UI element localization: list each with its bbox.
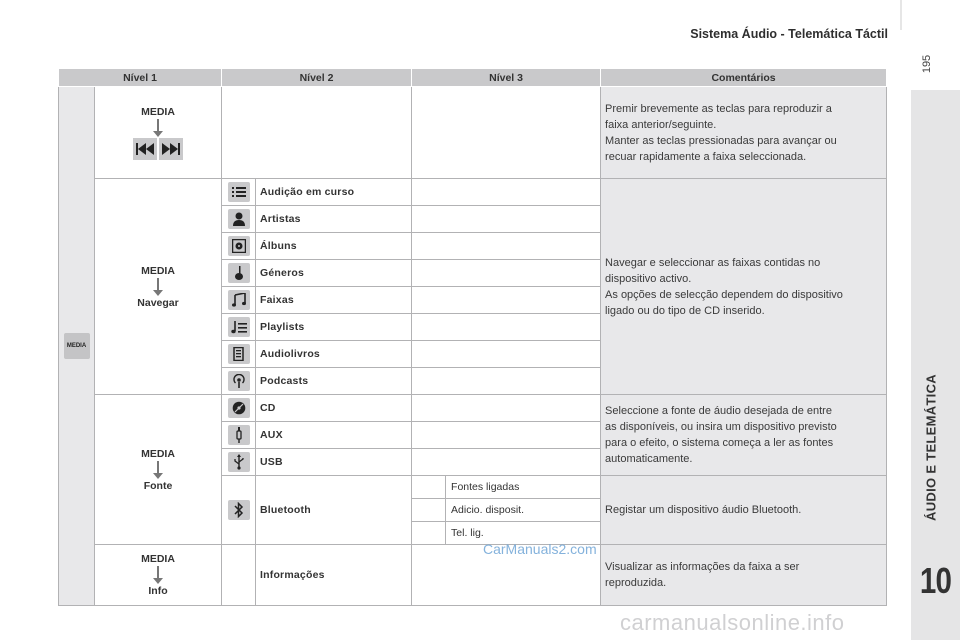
- down-arrow-icon: [153, 566, 163, 584]
- table-row: Artistas: [59, 206, 887, 233]
- list-icon: [228, 182, 250, 202]
- fonte-comment: Seleccione a fonte de áudio desejada de entre as disponíveis, ou insira um dispositivo previsto para o efeito, o sistema começa a ler as fontes automaticamente.: [601, 395, 887, 476]
- music-note-icon: [228, 290, 250, 310]
- header-level3: Nível 3: [412, 69, 601, 87]
- table-row: Playlists: [59, 314, 887, 341]
- chapter-number: 10: [919, 560, 952, 601]
- info-level2-label: Informações: [256, 545, 412, 606]
- page-number: 195: [921, 54, 934, 74]
- skip-level1-cell: [95, 87, 222, 179]
- page-header-title: Sistema Áudio - Telemática Táctil: [690, 27, 888, 41]
- bluetooth-level3-item: Adicio. disposit.: [446, 499, 601, 522]
- menu-table: [58, 68, 887, 606]
- aux-jack-icon: [228, 425, 250, 445]
- down-arrow-icon: [153, 119, 163, 137]
- header-level2: Nível 2: [222, 69, 412, 87]
- table-row: [59, 545, 887, 606]
- table-row: Álbuns: [59, 233, 887, 260]
- watermark-text: CarManuals2.com: [483, 541, 597, 557]
- bluetooth-comment: Registar um dispositivo áudio Bluetooth.: [601, 476, 887, 545]
- bluetooth-level3-item: Fontes ligadas: [446, 476, 601, 499]
- table-row: MEDIA Fonte CD Seleccione a fonte de áudio desejada de entre as disponíveis, ou insira um dispositivo previsto para o efeito, o sistema começa a ler as fontes automaticamente.: [59, 395, 887, 422]
- down-arrow-icon: [153, 461, 163, 479]
- skip-comment: Premir brevemente as teclas para reproduzir a faixa anterior/seguinte. Manter as teclas pressionadas para avançar ou recuar rapidamente a faixa seleccionada.: [601, 87, 887, 179]
- table-row: Géneros: [59, 260, 887, 287]
- skip-media-label: MEDIA: [141, 105, 175, 118]
- level1-media-cell: [59, 87, 95, 606]
- album-icon: [228, 236, 250, 256]
- media-button-icon: MEDIA: [64, 333, 90, 359]
- guitar-icon: [228, 263, 250, 283]
- table-row: Faixas: [59, 287, 887, 314]
- person-icon: [228, 209, 250, 229]
- table-row: Bluetooth Fontes ligadas Registar um dispositivo áudio Bluetooth.: [59, 476, 887, 499]
- podcast-icon: [228, 371, 250, 391]
- footer-watermark: carmanualsonline.info: [620, 610, 845, 635]
- usb-icon: [228, 452, 250, 472]
- previous-track-icon: [133, 138, 157, 160]
- navegar-level1-cell: MEDIA Navegar: [95, 179, 222, 395]
- cd-icon: [228, 398, 250, 418]
- info-level1-cell: MEDIA Info: [95, 545, 222, 606]
- table-row: AUX: [59, 422, 887, 449]
- header-level1: Nível 1: [59, 69, 222, 87]
- bluetooth-level3-item: Tel. lig.: [446, 522, 601, 545]
- fonte-level1-cell: MEDIA Fonte: [95, 395, 222, 545]
- audiobook-icon: [228, 344, 250, 364]
- table-row: MEDIA Navegar Audição em curso Navegar e seleccionar as faixas contidas no dispositivo activo. As opções de selecção dependem do dispositivo ligado ou do tipo de CD inserido.: [59, 179, 887, 206]
- chapter-tab-label: ÁUDIO E TELEMÁTICA: [923, 374, 939, 521]
- down-arrow-icon: [153, 278, 163, 296]
- next-track-icon: [159, 138, 183, 160]
- header-comments: Comentários: [601, 69, 887, 87]
- table-row: [59, 87, 887, 179]
- table-header-row: [59, 69, 887, 87]
- table-row: Audiolivros: [59, 341, 887, 368]
- navegar-comment: Navegar e seleccionar as faixas contidas no dispositivo activo. As opções de selecção dependem do dispositivo ligado ou do tipo de CD inserido.: [601, 179, 887, 395]
- bluetooth-icon: [228, 500, 250, 520]
- top-divider: [900, 0, 902, 30]
- info-comment: Visualizar as informações da faixa a ser reproduzida.: [601, 545, 887, 606]
- playlist-icon: [228, 317, 250, 337]
- table-row: USB: [59, 449, 887, 476]
- table-row: Podcasts: [59, 368, 887, 395]
